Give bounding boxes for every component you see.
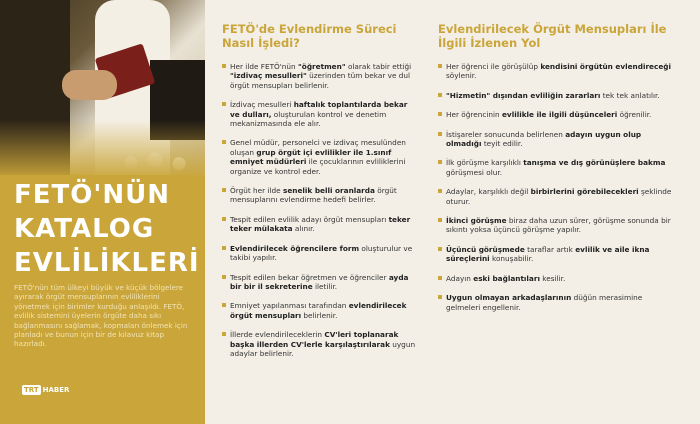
list-item: Her ilde FETÖ'nün "öğretmen" olarak tabir ettiği "izdivaç mesulleri" üzerinden tüm bekar ve dul örgüt mensupları belirlenir. bbox=[222, 62, 418, 90]
list-item: Örgüt her ilde senelik belli oranlarda örgüt mensuplarını evlendirme hedefi belirler. bbox=[222, 186, 418, 205]
bullet-icon bbox=[438, 218, 442, 222]
bullet-icon bbox=[222, 217, 226, 221]
bullet-icon bbox=[438, 247, 442, 251]
main-title: FETÖ'NÜN KATALOG EVLİLİKLERİ bbox=[14, 180, 200, 278]
bullet-icon bbox=[438, 160, 442, 164]
list-item: Adayın eski bağlantıları kesilir. bbox=[438, 274, 678, 283]
list-item: Uygun olmayan arkadaşlarının düğün merasimine gelmeleri engellenir. bbox=[438, 293, 678, 312]
list-item: Emniyet yapılanması tarafından evlendirilecek örgüt mensupları belirlenir. bbox=[222, 301, 418, 320]
list-item: Genel müdür, personelci ve izdivaç mesulünden oluşan grup örgüt içi evlilikler ile 1.sınıf emniyet müdürleri ile çocuklarının evliliklerini organize ve kontrol eder. bbox=[222, 138, 418, 176]
column-process bbox=[222, 22, 418, 368]
description: FETÖ'nün tüm ülkeyi büyük ve küçük bölgelere ayırarak örgüt mensuplarının evliliklerini yönetmek için birimler kurduğu anlaşıldı. FETÖ, evlilik sistemini üyelerin örgüte daha sıkı bağlanmasını sağlamak, kopmaları önlemek için planladı ve bunun için bir de kılavuz kitap hazırladı. bbox=[14, 283, 188, 349]
list-item: Evlendirilecek öğrencilere form oluşturulur ve takibi yapılır. bbox=[222, 244, 418, 263]
list-item: Adaylar, karşılıklı değil birbirlerini görebilecekleri şeklinde oturur. bbox=[438, 187, 678, 206]
column-heading: Evlendirilecek Örgüt Mensupları İle İlgili İzlenen Yol bbox=[438, 22, 667, 50]
column-heading: FETÖ'de Evlendirme Süreci Nasıl İşledi? bbox=[222, 22, 397, 50]
bullet-icon bbox=[222, 246, 226, 250]
bullet-icon bbox=[438, 189, 442, 193]
bullet-icon bbox=[222, 275, 226, 279]
bullet-icon bbox=[222, 102, 226, 106]
list-item: Her öğrencinin evlilikle ile ilgili düşünceleri öğrenilir. bbox=[438, 110, 678, 119]
bullet-icon bbox=[438, 112, 442, 116]
hand bbox=[62, 70, 117, 100]
bullet-icon bbox=[222, 140, 226, 144]
bullet-icon bbox=[222, 303, 226, 307]
list-item: İkinci görüşme biraz daha uzun sürer, görüşme sonunda bir sıkıntı yoksa üçüncü görüşme yapılır. bbox=[438, 216, 678, 235]
bullet-icon bbox=[438, 93, 442, 97]
bullet-icon bbox=[438, 295, 442, 299]
bullet-icon bbox=[438, 132, 442, 136]
list-item: İlk görüşme karşılıklı tanışma ve dış görünüşlere bakma görüşmesi olur. bbox=[438, 158, 678, 177]
bullet-icon bbox=[222, 332, 226, 336]
bullet-icon bbox=[438, 64, 442, 68]
list-item: "Hizmetin" dışından evliliğin zararları tek tek anlatılır. bbox=[438, 91, 678, 100]
column-path bbox=[438, 22, 678, 322]
list-item: Tespit edilen evlilik adayı örgüt mensupları teker teker mülakata alınır. bbox=[222, 215, 418, 234]
trt-haber-logo: TRT HABER bbox=[24, 386, 70, 394]
list-item: Tespit edilen bekar öğretmen ve öğrenciler ayda bir bir il sekreterine iletilir. bbox=[222, 273, 418, 292]
list-item: İllerde evlendirileceklerin CV'leri toplanarak başka illerden CV'lerle karşılaştırılarak uygun adaylar belirlenir. bbox=[222, 330, 418, 358]
list-item: Üçüncü görüşmede taraflar artık evlilik ve aile ikna süreçlerini konuşabilir. bbox=[438, 245, 678, 264]
list-item: İstişareler sonucunda belirlenen adayın uygun olup olmadığı teyit edilir. bbox=[438, 130, 678, 149]
list-item: İzdivaç mesulleri haftalık toplantılarda bekar ve dulları, oluşturulan kontrol ve denetim mekanizmasında ele alır. bbox=[222, 100, 418, 128]
left-panel bbox=[0, 0, 205, 424]
list-item: Her öğrenci ile görüşülüp kendisini örgütün evlendireceği söylenir. bbox=[438, 62, 678, 81]
bullet-icon bbox=[438, 276, 442, 280]
bullet-icon bbox=[222, 64, 226, 68]
bullet-icon bbox=[222, 188, 226, 192]
